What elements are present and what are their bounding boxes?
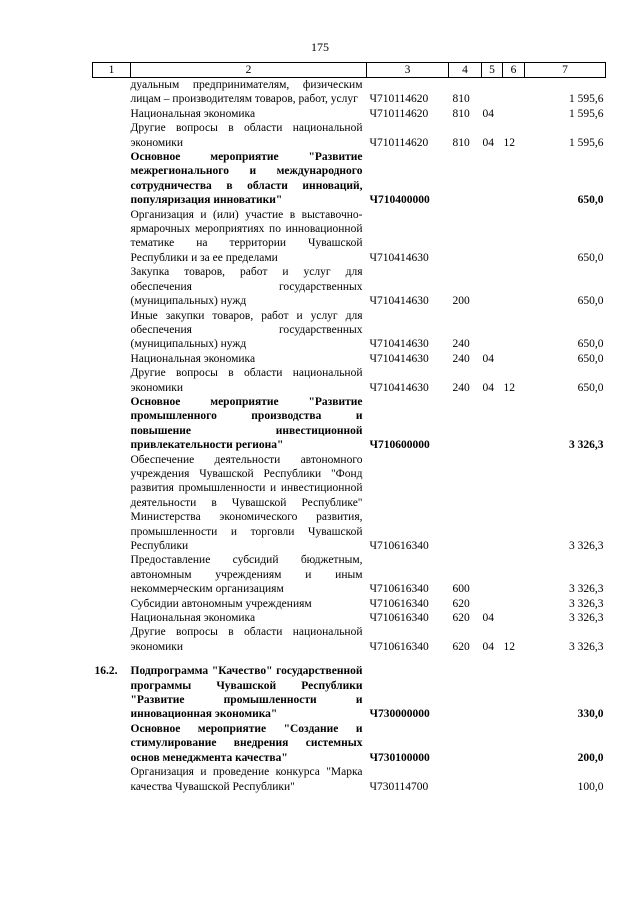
row-number: [93, 265, 131, 308]
row-code: Ч710114620: [369, 136, 429, 149]
row-subsection: 12: [503, 640, 515, 653]
column-header: 3: [367, 63, 449, 78]
row-code: Ч710414630: [369, 381, 429, 394]
row-amount: 1 595,6: [569, 107, 604, 120]
row-amount: 3 326,3: [569, 439, 604, 452]
row-name: Основное мероприятие "Развитие промышленного производства и повышение инвестиционной привлекательности региона": [130, 395, 363, 452]
row-number: [93, 453, 131, 554]
row-section: 04: [482, 352, 494, 365]
table-row: [93, 208, 606, 266]
row-expense-type: 240: [452, 338, 470, 351]
row-amount: 650,0: [577, 338, 604, 351]
row-subsection: [503, 265, 525, 308]
row-code: Ч710616340: [369, 640, 429, 653]
row-amount: 3 326,3: [569, 540, 604, 552]
row-number: [93, 150, 131, 208]
row-name: Основное мероприятие "Создание и стимулирование внедрения системных основ менеджмента качества": [130, 722, 363, 764]
row-number: [93, 208, 131, 266]
row-name: Основное мероприятие "Развитие межрегионального и международного сотрудничества в области инноваций, популяризация инноватики": [130, 151, 363, 207]
row-section: [482, 722, 503, 765]
row-expense-type: 240: [452, 381, 470, 394]
table-row: [93, 352, 606, 366]
table-row: [93, 625, 606, 654]
row-section: 04: [482, 136, 494, 149]
row-expense-type: [449, 150, 482, 208]
row-subsection: [503, 208, 525, 266]
row-number: [93, 625, 131, 654]
row-name: Другие вопросы в области национальной экономики: [130, 367, 363, 394]
row-amount: 3 326,3: [569, 597, 604, 610]
column-header: 5: [482, 63, 503, 78]
row-subsection: [503, 611, 525, 625]
row-name: Обеспечение деятельности автономного учреждения Чувашской Республики "Фонд развития промышленности и инвестиционной деятельности в Чувашской Республике" Министерства экономического развития, промышленности и торговли Чувашской Республики: [130, 453, 363, 552]
row-amount: 650,0: [577, 194, 604, 207]
row-expense-type: 810: [452, 107, 470, 120]
row-expense-type: 620: [452, 597, 470, 610]
row-number: [93, 121, 131, 150]
row-number: 16.2.: [94, 665, 118, 678]
table-header-row: [93, 63, 606, 78]
row-expense-type: 620: [452, 612, 470, 625]
table-row: [93, 597, 606, 611]
row-section: [482, 208, 503, 266]
row-subsection: [503, 597, 525, 611]
row-expense-type: [449, 722, 482, 765]
row-expense-type: 620: [452, 640, 470, 653]
row-section: [482, 453, 503, 554]
row-subsection: [503, 395, 525, 453]
row-section: [482, 597, 503, 611]
row-name: Национальная экономика: [130, 612, 256, 625]
row-subsection: [503, 722, 525, 765]
row-code: Ч710114620: [369, 107, 429, 120]
row-code: Ч710414630: [369, 338, 429, 351]
row-number: [93, 611, 131, 625]
row-code: Ч710414630: [369, 352, 429, 365]
row-amount: 200,0: [577, 751, 604, 764]
row-number: [93, 722, 131, 765]
table-row: [93, 765, 606, 794]
row-subsection: [503, 664, 525, 722]
column-header: 7: [525, 63, 606, 78]
table-row: [93, 150, 606, 208]
row-amount: 3 326,3: [569, 583, 604, 596]
table-row: [93, 366, 606, 395]
table-row: [93, 309, 606, 352]
row-code: Ч730114700: [369, 780, 429, 793]
column-header: 1: [93, 63, 131, 78]
row-name: Национальная экономика: [130, 352, 256, 365]
row-amount: 1 595,6: [569, 93, 604, 106]
row-amount: 650,0: [577, 251, 604, 264]
row-section: [482, 765, 503, 794]
spacer-cell: [93, 654, 606, 664]
row-number: [93, 366, 131, 395]
table-row: [93, 722, 606, 765]
row-subsection: [503, 78, 525, 107]
row-section: [482, 553, 503, 596]
row-amount: 650,0: [577, 295, 604, 308]
table-row: [93, 121, 606, 150]
row-expense-type: [449, 208, 482, 266]
row-name: Субсидии автономным учреждениям: [130, 597, 312, 610]
row-expense-type: [449, 664, 482, 722]
row-expense-type: [449, 765, 482, 794]
row-name: Закупка товаров, работ и услуг для обеспечения государственных (муниципальных) нужд: [130, 266, 363, 308]
row-subsection: [503, 107, 525, 121]
row-name: Предоставление субсидий бюджетным, автономным учреждениям и иным некоммерческим организациям: [130, 554, 363, 596]
row-expense-type: 240: [452, 352, 470, 365]
table-row: [93, 395, 606, 453]
row-name: дуальным предпринимателям, физическим лицам – производителям товаров, работ, услуг: [130, 79, 363, 106]
row-section: [482, 150, 503, 208]
row-name: Национальная экономика: [130, 107, 256, 120]
row-section: [482, 309, 503, 352]
row-code: Ч710400000: [369, 194, 430, 207]
row-expense-type: [449, 395, 482, 453]
row-subsection: [503, 453, 525, 554]
row-amount: 3 326,3: [569, 612, 604, 625]
row-subsection: [503, 150, 525, 208]
page-number: 175: [311, 40, 329, 54]
table-row: [93, 453, 606, 554]
row-expense-type: [449, 453, 482, 554]
row-code: Ч710414630: [369, 295, 429, 308]
row-code: Ч710616340: [369, 597, 429, 610]
row-number: [93, 765, 131, 794]
row-subsection: 12: [503, 381, 515, 394]
row-name: Подпрограмма "Качество" государственной программы Чувашской Республики "Развитие промышленности и инновационная экономика": [130, 665, 363, 721]
table-row: [93, 664, 606, 722]
table-row: [93, 265, 606, 308]
table-row: [93, 553, 606, 596]
table-row: [93, 611, 606, 625]
row-name: Организация и (или) участие в выставочно-ярмарочных мероприятиях по инновационной тематике на территории Чувашской Республики и за ее пределами: [130, 208, 363, 264]
column-header: 4: [449, 63, 482, 78]
row-amount: 650,0: [577, 352, 604, 365]
budget-table: [92, 62, 606, 794]
row-expense-type: 200: [452, 295, 470, 308]
row-number: [93, 309, 131, 352]
row-name: Другие вопросы в области национальной экономики: [130, 122, 363, 149]
row-subsection: [503, 352, 525, 366]
row-subsection: [503, 309, 525, 352]
row-code: Ч730100000: [369, 751, 430, 764]
row-subsection: [503, 765, 525, 794]
row-code: Ч710616340: [369, 612, 429, 625]
row-subsection: [503, 553, 525, 596]
row-name: Организация и проведение конкурса "Марка качества Чувашской Республики": [130, 766, 363, 793]
row-section: [482, 664, 503, 722]
row-section: 04: [482, 612, 494, 625]
table-row: [93, 78, 606, 107]
row-section: 04: [482, 640, 494, 653]
row-name: Иные закупки товаров, работ и услуг для обеспечения государственных (муниципальных) нужд: [130, 309, 363, 351]
row-section: 04: [482, 107, 494, 120]
row-expense-type: 810: [452, 93, 470, 106]
row-number: [93, 553, 131, 596]
row-amount: 650,0: [577, 381, 604, 394]
row-amount: 100,0: [577, 780, 604, 793]
row-amount: 3 326,3: [569, 640, 604, 653]
row-subsection: 12: [503, 136, 515, 149]
row-number: [93, 597, 131, 611]
row-amount: 1 595,6: [569, 136, 604, 149]
row-number: [93, 395, 131, 453]
row-section: [482, 78, 503, 107]
row-code: Ч710414630: [369, 251, 429, 264]
row-code: Ч710600000: [369, 439, 430, 452]
row-code: Ч710616340: [369, 540, 429, 552]
row-section: [482, 265, 503, 308]
row-section: 04: [482, 381, 494, 394]
row-section: [482, 395, 503, 453]
row-code: Ч710616340: [369, 583, 429, 596]
row-expense-type: 810: [452, 136, 470, 149]
row-code: Ч730000000: [369, 708, 430, 721]
table-row: [93, 107, 606, 121]
row-expense-type: 600: [452, 583, 470, 596]
row-number: [93, 352, 131, 366]
row-number: [93, 78, 131, 107]
column-header: 6: [503, 63, 525, 78]
row-name: Другие вопросы в области национальной экономики: [130, 626, 363, 653]
row-number: [93, 107, 131, 121]
spacer-row: [93, 654, 606, 664]
row-amount: 330,0: [577, 708, 604, 721]
row-code: Ч710114620: [369, 93, 429, 106]
column-header: 2: [131, 63, 367, 78]
